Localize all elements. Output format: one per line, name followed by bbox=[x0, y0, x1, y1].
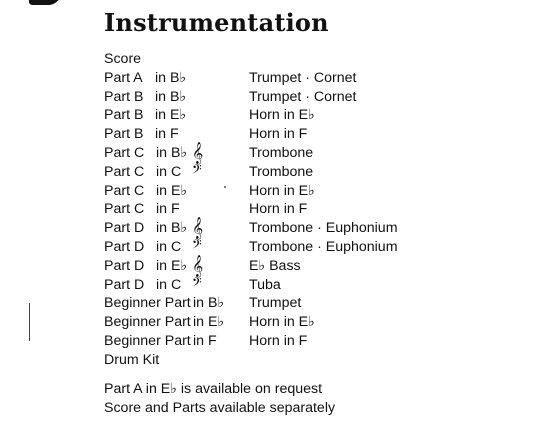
part-name: Part B bbox=[104, 107, 144, 124]
part-instrument: Trumpet · Cornet bbox=[249, 88, 357, 105]
part-key: in B♭ bbox=[156, 144, 188, 161]
margin-mark bbox=[29, 303, 30, 341]
part-name: Part D bbox=[104, 276, 145, 293]
part-instrument: Tuba bbox=[249, 276, 281, 293]
part-key: in C bbox=[156, 163, 182, 180]
part-row bbox=[104, 313, 524, 332]
part-row bbox=[104, 106, 524, 125]
drum-row bbox=[104, 351, 524, 370]
part-key: in F bbox=[156, 201, 180, 218]
part-name: Part A bbox=[104, 69, 143, 86]
part-row bbox=[104, 332, 524, 351]
treble-clef-icon: 𝄞 bbox=[192, 141, 204, 164]
part-instrument: Horn in E♭ bbox=[249, 107, 315, 124]
drum-label: Drum Kit bbox=[104, 351, 160, 368]
part-instrument: Trombone · Euphonium bbox=[249, 238, 398, 255]
part-key: in C bbox=[156, 276, 182, 293]
part-name: Part D bbox=[104, 238, 145, 255]
part-row bbox=[104, 200, 524, 219]
treble-clef-icon: 𝄞 bbox=[192, 217, 204, 240]
part-row bbox=[104, 182, 524, 201]
part-key: in C bbox=[156, 238, 182, 255]
part-row bbox=[104, 238, 524, 257]
part-name: Beginner Part bbox=[104, 332, 191, 349]
part-key: in E♭ bbox=[193, 314, 225, 331]
instrumentation-list bbox=[104, 50, 524, 370]
part-instrument: Horn in F bbox=[249, 332, 308, 349]
bass-clef-icon: 𝄢 bbox=[192, 236, 202, 255]
treble-clef-icon: 𝄞 bbox=[192, 254, 204, 277]
part-row bbox=[104, 69, 524, 88]
availability-notes bbox=[104, 380, 335, 418]
part-row bbox=[104, 88, 524, 107]
part-row bbox=[104, 294, 524, 313]
page-title: Instrumentation bbox=[104, 8, 329, 37]
corner-ink-mark bbox=[26, 0, 60, 5]
part-instrument: E♭ Bass bbox=[249, 257, 301, 274]
part-row bbox=[104, 254, 524, 277]
part-row bbox=[104, 125, 524, 144]
part-instrument: Horn in F bbox=[249, 201, 308, 218]
part-key: in F bbox=[155, 126, 179, 143]
part-name: Part C bbox=[104, 182, 145, 199]
part-name: Part B bbox=[104, 88, 144, 105]
part-instrument: Trombone bbox=[249, 163, 314, 180]
part-name: Part C bbox=[104, 163, 145, 180]
part-instrument: Horn in E♭ bbox=[249, 182, 315, 199]
part-key: in B♭ bbox=[193, 295, 225, 312]
part-name: Part C bbox=[104, 201, 145, 218]
score-label: Score bbox=[104, 51, 142, 67]
part-instrument: Trumpet · Cornet bbox=[249, 69, 357, 86]
part-row bbox=[104, 276, 524, 295]
part-instrument: Trombone bbox=[249, 144, 314, 161]
note-separately: Score and Parts available separately bbox=[104, 399, 336, 416]
part-name: Beginner Part bbox=[104, 295, 191, 312]
part-key: in F bbox=[193, 332, 217, 349]
part-key: in E♭ bbox=[155, 107, 187, 124]
part-key: in E♭ bbox=[156, 257, 188, 274]
part-instrument: Trombone · Euphonium bbox=[249, 220, 398, 237]
bass-clef-icon: 𝄢 bbox=[192, 274, 202, 293]
part-key: in B♭ bbox=[155, 69, 187, 86]
part-name: Part B bbox=[104, 126, 144, 143]
part-name: Part D bbox=[104, 257, 145, 274]
bass-clef-icon: 𝄢 bbox=[192, 161, 202, 180]
part-name: Part C bbox=[104, 144, 145, 161]
part-row bbox=[104, 141, 524, 164]
part-instrument: Horn in E♭ bbox=[249, 314, 315, 331]
part-row bbox=[104, 219, 524, 238]
part-name: Part D bbox=[104, 220, 145, 237]
score-row bbox=[104, 50, 524, 69]
part-key: in B♭ bbox=[155, 88, 187, 105]
part-instrument: Horn in F bbox=[249, 126, 308, 143]
part-row bbox=[104, 163, 524, 182]
part-name: Beginner Part bbox=[104, 314, 191, 331]
note-request: Part A in E♭ is available on request bbox=[104, 381, 323, 397]
part-key: in E♭ bbox=[156, 182, 188, 199]
parts-list bbox=[104, 69, 524, 351]
part-instrument: Trumpet bbox=[249, 295, 302, 312]
part-key: in B♭ bbox=[156, 220, 188, 237]
